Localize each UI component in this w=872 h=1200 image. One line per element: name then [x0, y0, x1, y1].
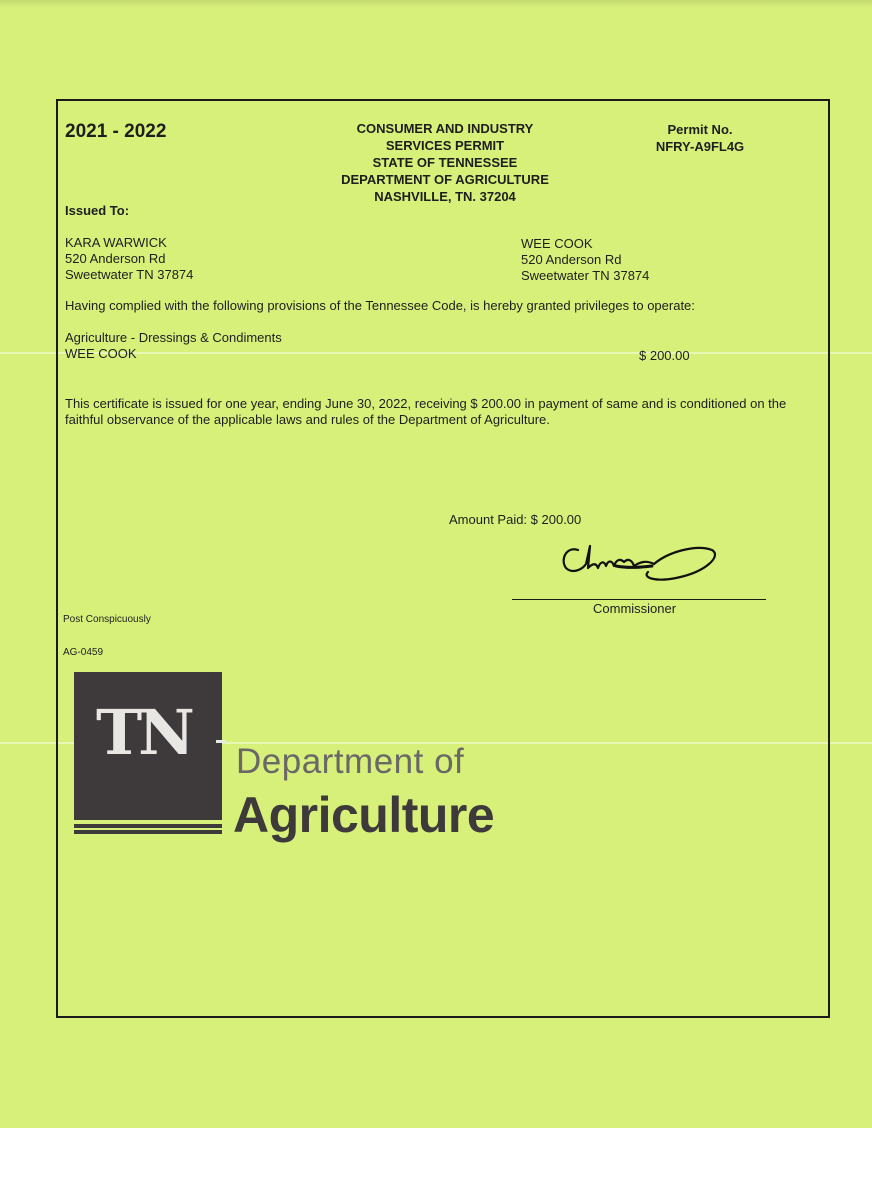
tn-logo-text: TN: [96, 696, 191, 769]
business-street: 520 Anderson Rd: [521, 252, 622, 267]
certificate-statement: This certificate is issued for one year, ending June 30, 2022, receiving $ 200.00 in payment of same and is conditioned on the faithful observance of the applicable laws and rules of the Department of Agriculture.: [65, 396, 787, 427]
amount-paid: Amount Paid: $ 200.00: [449, 512, 582, 527]
form-number: AG-0459: [63, 647, 104, 658]
logo-rule: [216, 740, 226, 743]
agency-line: DEPARTMENT OF AGRICULTURE: [341, 172, 549, 187]
agency-header: [300, 120, 590, 205]
business-name: WEE COOK: [521, 236, 593, 251]
provision-category: Agriculture - Dressings & Condiments: [65, 330, 282, 345]
paper-edge-shadow: [0, 0, 872, 8]
agency-line: STATE OF TENNESSEE: [372, 155, 518, 170]
logo-agriculture: Agriculture: [233, 787, 495, 843]
post-notice: Post Conspicuously: [63, 614, 151, 625]
permit-number: NFRY-A9FL4G: [655, 139, 745, 154]
agency-line: NASHVILLE, TN. 37204: [374, 189, 516, 204]
agency-line: SERVICES PERMIT: [385, 138, 505, 153]
provision-block: [65, 330, 282, 362]
holder-name: KARA WARWICK: [65, 235, 167, 250]
provision-fee: $ 200.00: [639, 348, 690, 363]
logo-department-of: Department of: [236, 742, 465, 781]
signature-line: [512, 599, 766, 600]
business-city: Sweetwater TN 37874: [521, 268, 650, 283]
complied-statement: Having complied with the following provisions of the Tennessee Code, is hereby granted privileges to operate:: [65, 298, 695, 313]
provision-business: WEE COOK: [65, 346, 137, 361]
holder-city: Sweetwater TN 37874: [65, 267, 194, 282]
commissioner-signature: [556, 538, 721, 593]
logo-underline-bars: [74, 824, 222, 836]
agency-line: CONSUMER AND INDUSTRY: [356, 121, 534, 136]
holder-street: 520 Anderson Rd: [65, 251, 166, 266]
permit-number-block: [640, 121, 760, 155]
holder-address: [65, 235, 193, 283]
permit-number-label: Permit No.: [667, 122, 733, 137]
tn-logo-mark: [74, 672, 222, 820]
business-address: [521, 236, 649, 284]
permit-year: 2021 - 2022: [65, 121, 167, 142]
commissioner-label: Commissioner: [593, 601, 677, 616]
issued-to-label: Issued To:: [65, 203, 130, 218]
